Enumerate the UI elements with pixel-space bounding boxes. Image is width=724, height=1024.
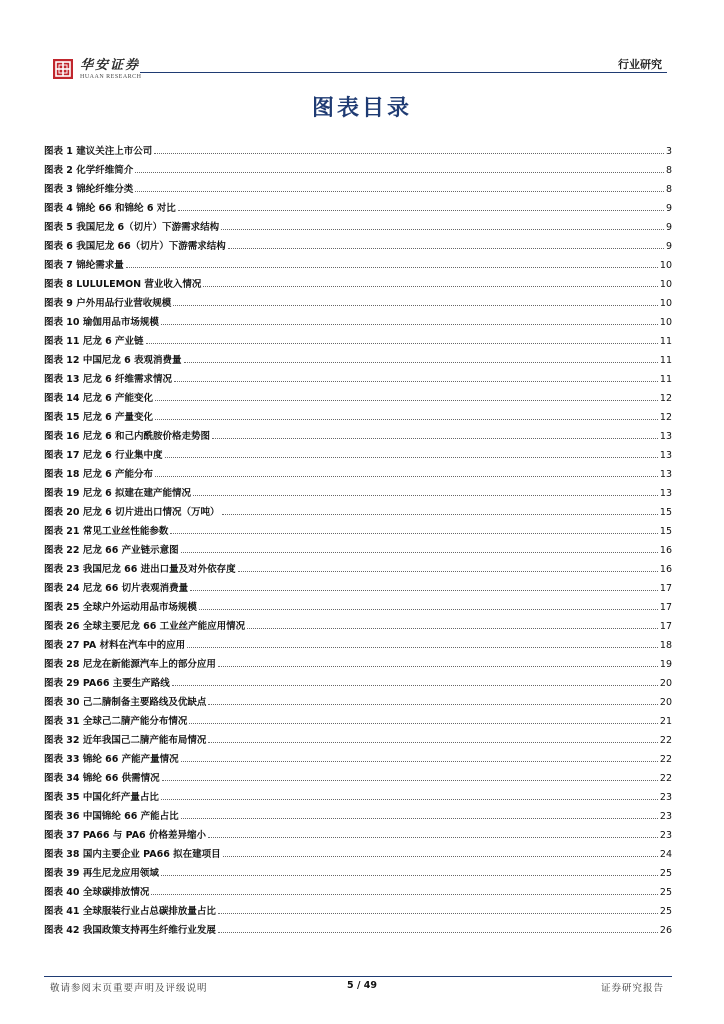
toc-entry-label: 图表 24 尼龙 66 切片表观消费量 xyxy=(44,583,189,594)
toc-entry[interactable] xyxy=(44,233,672,252)
toc-dot-leader xyxy=(203,286,657,287)
toc-dot-leader xyxy=(155,476,658,477)
toc-entry[interactable] xyxy=(44,138,672,157)
toc-entry-page: 25 xyxy=(659,906,672,917)
footer-report-label: 证券研究报告 xyxy=(600,983,664,994)
toc-dot-leader xyxy=(187,647,658,648)
toc-dot-leader xyxy=(162,780,658,781)
toc-dot-leader xyxy=(208,742,658,743)
toc-entry-label: 图表 31 全球己二腈产能分布情况 xyxy=(44,716,188,727)
header-divider xyxy=(140,72,667,73)
toc-dot-leader xyxy=(228,248,664,249)
toc-entry-label: 图表 19 尼龙 6 拟建在建产能情况 xyxy=(44,488,192,499)
toc-dot-leader xyxy=(178,210,664,211)
toc-entry-label: 图表 14 尼龙 6 产能变化 xyxy=(44,393,154,404)
toc-entry-page: 24 xyxy=(659,849,672,860)
toc-entry[interactable] xyxy=(44,727,672,746)
toc-dot-leader xyxy=(221,229,664,230)
toc-entry-label: 图表 9 户外用品行业营收规模 xyxy=(44,298,172,309)
toc-entry-page: 12 xyxy=(659,412,672,423)
toc-dot-leader xyxy=(218,666,658,667)
toc-dot-leader xyxy=(155,400,658,401)
toc-entry-page: 16 xyxy=(659,545,672,556)
toc-entry-label: 图表 2 化学纤维简介 xyxy=(44,165,134,176)
toc-entry[interactable] xyxy=(44,556,672,575)
toc-dot-leader xyxy=(174,381,658,382)
toc-entry-page: 25 xyxy=(659,868,672,879)
toc-dot-leader xyxy=(126,267,658,268)
toc-entry-label: 图表 11 尼龙 6 产业链 xyxy=(44,336,144,347)
toc-entry-label: 图表 3 锦纶纤维分类 xyxy=(44,184,134,195)
toc-dot-leader xyxy=(154,153,664,154)
footer-divider xyxy=(44,976,672,977)
toc-entry[interactable] xyxy=(44,537,672,556)
toc-entry[interactable] xyxy=(44,518,672,537)
toc-dot-leader xyxy=(218,932,658,933)
toc-entry[interactable] xyxy=(44,385,672,404)
toc-entry-label: 图表 21 常见工业丝性能参数 xyxy=(44,526,169,537)
toc-entry[interactable] xyxy=(44,347,672,366)
toc-entry[interactable] xyxy=(44,613,672,632)
toc-dot-leader xyxy=(189,723,658,724)
toc-dot-leader xyxy=(146,343,658,344)
toc-entry[interactable] xyxy=(44,746,672,765)
toc-entry-label: 图表 16 尼龙 6 和己内酰胺价格走势图 xyxy=(44,431,211,442)
toc-entry-page: 8 xyxy=(665,184,672,195)
toc-dot-leader xyxy=(184,362,658,363)
toc-entry-label: 图表 18 尼龙 6 产能分布 xyxy=(44,469,154,480)
toc-entry[interactable] xyxy=(44,290,672,309)
toc-dot-leader xyxy=(208,704,658,705)
toc-entry-label: 图表 28 尼龙在新能源汽车上的部分应用 xyxy=(44,659,216,670)
toc-entry[interactable] xyxy=(44,860,672,879)
toc-dot-leader xyxy=(173,305,658,306)
toc-entry-label: 图表 5 我国尼龙 6（切片）下游需求结构 xyxy=(44,222,220,233)
footer-disclaimer: 敬请参阅末页重要声明及评级说明 xyxy=(50,983,208,994)
toc-entry[interactable] xyxy=(44,176,672,195)
toc-entry-label: 图表 12 中国尼龙 6 表观消费量 xyxy=(44,355,182,366)
toc-entry[interactable] xyxy=(44,366,672,385)
toc-dot-leader xyxy=(190,590,658,591)
toc-entry-page: 9 xyxy=(665,222,672,233)
toc-entry-page: 10 xyxy=(659,279,672,290)
toc-entry-label: 图表 40 全球碳排放情况 xyxy=(44,887,150,898)
toc-entry[interactable] xyxy=(44,214,672,233)
toc-entry[interactable] xyxy=(44,480,672,499)
toc-dot-leader xyxy=(218,913,658,914)
toc-entry-label: 图表 20 尼龙 6 切片进出口情况（万吨） xyxy=(44,507,220,518)
toc-dot-leader xyxy=(223,856,658,857)
toc-entry-page: 11 xyxy=(659,355,672,366)
toc-entry-label: 图表 26 全球主要尼龙 66 工业丝产能应用情况 xyxy=(44,621,246,632)
toc-dot-leader xyxy=(238,571,658,572)
toc-entry-page: 3 xyxy=(665,146,672,157)
toc-dot-leader xyxy=(247,628,658,629)
toc-entry-page: 22 xyxy=(659,735,672,746)
toc-entry-label: 图表 8 LULULEMON 营业收入情况 xyxy=(44,279,202,290)
toc-entry-page: 10 xyxy=(659,260,672,271)
toc-entry[interactable] xyxy=(44,499,672,518)
toc-dot-leader xyxy=(212,438,658,439)
toc-entry-page: 21 xyxy=(659,716,672,727)
logo-chinese-name: 华安证券 xyxy=(80,57,141,73)
toc-dot-leader xyxy=(208,837,658,838)
toc-dot-leader xyxy=(181,818,658,819)
toc-entry[interactable] xyxy=(44,309,672,328)
toc-entry-label: 图表 39 再生尼龙应用领域 xyxy=(44,868,159,879)
toc-entry-label: 图表 27 PA 材料在汽车中的应用 xyxy=(44,640,186,651)
toc-entry[interactable] xyxy=(44,575,672,594)
toc-entry-label: 图表 7 锦纶需求量 xyxy=(44,260,124,271)
toc-entry[interactable] xyxy=(44,898,672,917)
toc-entry[interactable] xyxy=(44,670,672,689)
toc-entry-page: 25 xyxy=(659,887,672,898)
toc-entry-page: 17 xyxy=(659,602,672,613)
toc-entry[interactable] xyxy=(44,423,672,442)
toc-dot-leader xyxy=(165,457,658,458)
toc-entry-page: 11 xyxy=(659,336,672,347)
page-header xyxy=(0,0,724,90)
toc-entry-label: 图表 17 尼龙 6 行业集中度 xyxy=(44,450,163,461)
toc-dot-leader xyxy=(161,799,658,800)
toc-entry[interactable] xyxy=(44,765,672,784)
toc-entry-label: 图表 4 锦纶 66 和锦纶 6 对比 xyxy=(44,203,176,214)
toc-entry-page: 8 xyxy=(665,165,672,176)
toc-entry-label: 图表 25 全球户外运动用品市场规模 xyxy=(44,602,197,613)
toc-entry-page: 19 xyxy=(659,659,672,670)
toc-entry[interactable] xyxy=(44,461,672,480)
toc-entry-label: 图表 6 我国尼龙 66（切片）下游需求结构 xyxy=(44,241,226,252)
toc-entry[interactable] xyxy=(44,784,672,803)
page-number: 5 / 49 xyxy=(347,980,377,991)
toc-entry[interactable] xyxy=(44,689,672,708)
toc-entry-label: 图表 35 中国化纤产量占比 xyxy=(44,792,159,803)
toc-entry-page: 10 xyxy=(659,298,672,309)
toc-entry-page: 22 xyxy=(659,754,672,765)
toc-dot-leader xyxy=(135,172,664,173)
toc-dot-leader xyxy=(193,495,658,496)
toc-entry-page: 23 xyxy=(659,792,672,803)
logo-english-name: HUAAN RESEARCH xyxy=(80,73,142,80)
toc-entry-page: 17 xyxy=(659,621,672,632)
toc-entry-label: 图表 29 PA66 主要生产路线 xyxy=(44,678,170,689)
huaan-logo-icon xyxy=(52,58,74,80)
toc-entry-label: 图表 36 中国锦纶 66 产能占比 xyxy=(44,811,179,822)
toc-entry[interactable] xyxy=(44,195,672,214)
toc-entry-page: 12 xyxy=(659,393,672,404)
toc-entry[interactable] xyxy=(44,803,672,822)
page-title: 图表目录 xyxy=(311,96,412,121)
toc-entry-page: 11 xyxy=(659,374,672,385)
company-logo xyxy=(52,58,142,80)
toc-entry-page: 20 xyxy=(659,678,672,689)
toc-entry-label: 图表 42 我国政策支持再生纤维行业发展 xyxy=(44,925,216,936)
toc-dot-leader xyxy=(161,875,658,876)
toc-dot-leader xyxy=(170,533,658,534)
toc-dot-leader xyxy=(135,191,664,192)
toc-entry-page: 17 xyxy=(659,583,672,594)
toc-entry-label: 图表 10 瑜伽用品市场规模 xyxy=(44,317,159,328)
toc-entry[interactable] xyxy=(44,879,672,898)
toc-entry-label: 图表 41 全球服装行业占总碳排放量占比 xyxy=(44,906,216,917)
toc-dot-leader xyxy=(155,419,658,420)
toc-entry-page: 15 xyxy=(659,507,672,518)
toc-entry-page: 9 xyxy=(665,241,672,252)
toc-entry-page: 10 xyxy=(659,317,672,328)
toc-entry-label: 图表 37 PA66 与 PA6 价格差异缩小 xyxy=(44,830,206,841)
toc-entry-page: 16 xyxy=(659,564,672,575)
toc-entry[interactable] xyxy=(44,841,672,860)
toc-entry-label: 图表 1 建议关注上市公司 xyxy=(44,146,153,157)
toc-entry-page: 9 xyxy=(665,203,672,214)
toc-dot-leader xyxy=(181,552,658,553)
toc-entry[interactable] xyxy=(44,594,672,613)
toc-entry-page: 20 xyxy=(659,697,672,708)
toc-entry-label: 图表 38 国内主要企业 PA66 拟在建项目 xyxy=(44,849,221,860)
toc-dot-leader xyxy=(222,514,658,515)
toc-entry[interactable] xyxy=(44,404,672,423)
toc-entry-page: 15 xyxy=(659,526,672,537)
toc-entry-label: 图表 30 己二腈制备主要路线及优缺点 xyxy=(44,697,207,708)
toc-entry-label: 图表 15 尼龙 6 产量变化 xyxy=(44,412,154,423)
toc-entry-page: 13 xyxy=(659,431,672,442)
toc-dot-leader xyxy=(172,685,658,686)
toc-entry-label: 图表 34 锦纶 66 供需情况 xyxy=(44,773,160,784)
toc-entry-label: 图表 33 锦纶 66 产能产量情况 xyxy=(44,754,179,765)
toc-dot-leader xyxy=(199,609,658,610)
toc-entry[interactable] xyxy=(44,328,672,347)
toc-entry-page: 13 xyxy=(659,488,672,499)
toc-entry[interactable] xyxy=(44,917,672,936)
toc-entry[interactable] xyxy=(44,252,672,271)
toc-entry-page: 13 xyxy=(659,469,672,480)
toc-dot-leader xyxy=(151,894,658,895)
toc-entry-page: 22 xyxy=(659,773,672,784)
toc-entry[interactable] xyxy=(44,651,672,670)
toc-entry-label: 图表 32 近年我国己二腈产能布局情况 xyxy=(44,735,207,746)
toc-entry[interactable] xyxy=(44,822,672,841)
toc-dot-leader xyxy=(181,761,658,762)
toc-entry-label: 图表 22 尼龙 66 产业链示意图 xyxy=(44,545,179,556)
toc-entry[interactable] xyxy=(44,708,672,727)
toc-entry[interactable] xyxy=(44,442,672,461)
toc-entry-page: 23 xyxy=(659,830,672,841)
toc-entry-label: 图表 23 我国尼龙 66 进出口量及对外依存度 xyxy=(44,564,236,575)
toc-entry[interactable] xyxy=(44,271,672,290)
toc-entry-label: 图表 13 尼龙 6 纤维需求情况 xyxy=(44,374,173,385)
toc-entry-page: 13 xyxy=(659,450,672,461)
toc-entry[interactable] xyxy=(44,157,672,176)
toc-entry-page: 23 xyxy=(659,811,672,822)
toc-entry-page: 26 xyxy=(659,925,672,936)
toc-dot-leader xyxy=(161,324,658,325)
toc-entry[interactable] xyxy=(44,632,672,651)
report-type-label: 行业研究 xyxy=(618,58,662,71)
figure-table-of-contents xyxy=(44,138,672,936)
toc-entry-page: 18 xyxy=(659,640,672,651)
